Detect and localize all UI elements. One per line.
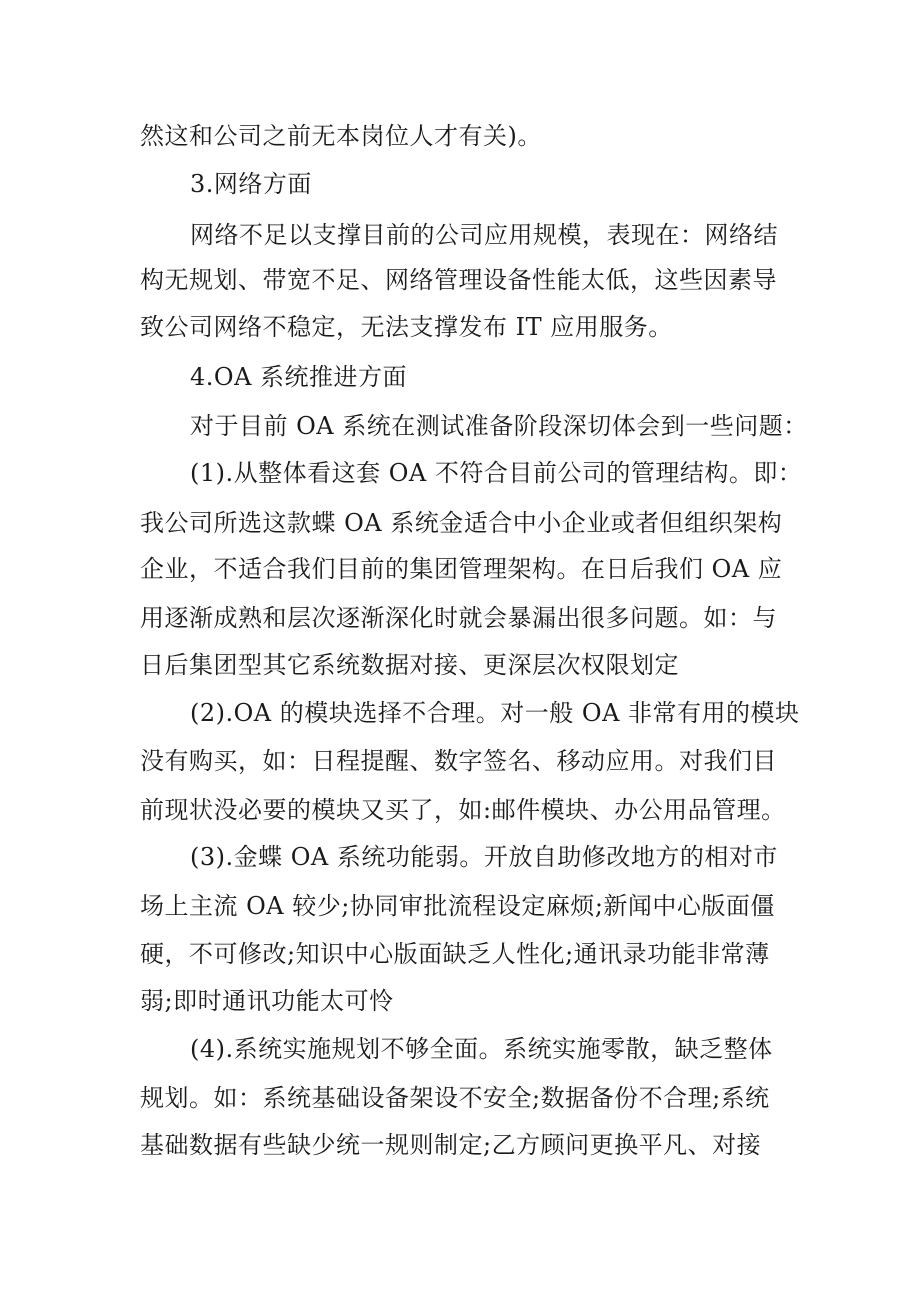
text-line: 前现状没必要的模块又买了，如:邮件模块、办公用品管理。 <box>140 796 786 824</box>
text-line: 然这和公司之前无本岗位人才有关)。 <box>140 122 542 150</box>
text-line: 硬，不可修改;知识中心版面缺乏人性化;通讯录功能非常薄 <box>140 940 770 968</box>
section-heading: 3.网络方面 <box>190 170 312 198</box>
text-line: 用逐渐成熟和层次逐渐深化时就会暴漏出很多问题。如：与 <box>140 604 777 632</box>
section-heading: 4.OA 系统推进方面 <box>190 363 408 391</box>
text-line: 基础数据有些缺少统一规则制定;乙方顾问更换平凡、对接 <box>140 1131 762 1159</box>
text-line: 弱;即时通讯功能太可怜 <box>140 987 394 1015</box>
text-line: 网络不足以支撑目前的公司应用规模，表现在：网络结 <box>190 221 778 249</box>
text-line: 没有购买，如：日程提醒、数字签名、移动应用。对我们目 <box>140 747 777 775</box>
text-line: 规划。如：系统基础设备架设不安全;数据备份不合理;系统 <box>140 1084 770 1112</box>
text-line: 对于目前 OA 系统在测试准备阶段深切体会到一些问题： <box>190 412 808 440</box>
text-line: (2).OA 的模块选择不合理。对一般 OA 非常有用的模块 <box>190 699 800 727</box>
text-line: (4).系统实施规划不够全面。系统实施零散，缺乏整体 <box>190 1035 773 1063</box>
text-line: (1).从整体看这套 OA 不符合目前公司的管理结构。即： <box>190 459 803 487</box>
text-line: 致公司网络不稳定，无法支撑发布 IT 应用服务。 <box>140 313 673 341</box>
text-line: 日后集团型其它系统数据对接、更深层次权限划定 <box>140 651 679 679</box>
text-line: 构无规划、带宽不足、网络管理设备性能太低，这些因素导 <box>140 266 777 294</box>
text-line: 企业，不适合我们目前的集团管理架构。在日后我们 OA 应 <box>140 555 783 583</box>
text-line: (3).金蝶 OA 系统功能弱。开放自助修改地方的相对市 <box>190 843 778 871</box>
text-line: 场上主流 OA 较少;协同审批流程设定麻烦;新闻中心版面僵 <box>140 892 775 920</box>
text-line: 我公司所选这款蝶 OA 系统金适合中小企业或者但组织架构 <box>140 509 783 537</box>
